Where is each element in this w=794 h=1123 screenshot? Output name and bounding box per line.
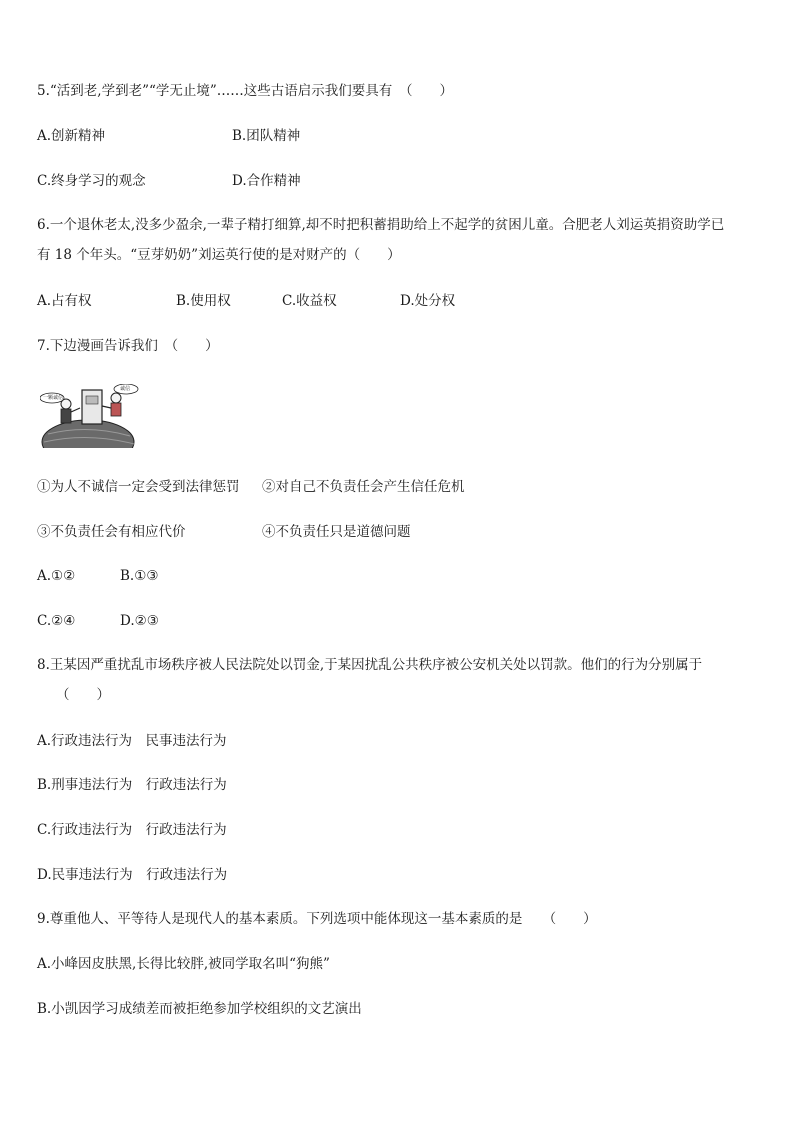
q7-stem: 7.下边漫画告诉我们 （ ） (37, 338, 219, 354)
q8-option-a: A.行政违法行为 民事违法行为 (37, 733, 227, 749)
q5-option-c: C.终身学习的观念 (37, 173, 146, 189)
cartoon-left-bubble-text: 一颗诚信 (43, 395, 64, 401)
q5-stem: 5.“活到老,学到老”“学无止境”……这些古语启示我们要具有 （ ） (37, 83, 454, 99)
q6-option-b: B.使用权 (176, 293, 231, 309)
q7-statement-4: ④不负责任只是道德问题 (262, 524, 411, 540)
q6-option-d: D.处分权 (400, 293, 456, 309)
q7-statement-3: ③不负责任会有相应代价 (37, 524, 186, 540)
q7-statement-1: ①为人不诚信一定会受到法律惩罚 (37, 479, 240, 495)
q7-option-c: C.②④ (37, 613, 76, 629)
q5-option-a: A.创新精神 (37, 128, 106, 144)
q5-option-b: B.团队精神 (232, 128, 301, 144)
q9-stem: 9.尊重他人、平等待人是现代人的基本素质。下列选项中能体现这一基本素质的是 （ ） (37, 911, 597, 927)
q7-option-d: D.②③ (120, 613, 159, 629)
q9-option-a: A.小峰因皮肤黑,长得比较胖,被同学取名叫“狗熊” (37, 956, 330, 972)
q6-stem-line2: 有 18 个年头。“豆芽奶奶”刘运英行使的是对财产的（ ） (37, 247, 401, 263)
q8-option-b: B.刑事违法行为 行政违法行为 (37, 777, 227, 793)
q7-option-a: A.①② (37, 568, 76, 584)
q6-option-a: A.占有权 (37, 293, 92, 309)
q8-option-c: C.行政违法行为 行政违法行为 (37, 822, 227, 838)
cartoon-image (40, 384, 140, 448)
q7-option-b: B.①③ (120, 568, 159, 584)
q7-statement-2: ②对自己不负责任会产生信任危机 (262, 479, 465, 495)
cartoon-right-bubble-text: 诚信 (120, 386, 131, 392)
q8-stem-line1: 8.王某因严重扰乱市场秩序被人民法院处以罚金,于某因扰乱公共秩序被公安机关处以罚款。他们的行为分别属于 (37, 657, 703, 673)
q8-stem-line2: （ ） (56, 687, 110, 703)
q9-option-b: B.小凯因学习成绩差而被拒绝参加学校组织的文艺演出 (37, 1001, 362, 1017)
q6-option-c: C.收益权 (282, 293, 337, 309)
q6-stem-line1: 6.一个退休老太,没多少盈余,一辈子精打细算,却不时把积蓄捐助给上不起学的贫困儿童。合肥老人刘运英捐资助学已 (37, 217, 725, 233)
q8-option-d: D.民事违法行为 行政违法行为 (37, 867, 228, 883)
q5-option-d: D.合作精神 (232, 173, 301, 189)
